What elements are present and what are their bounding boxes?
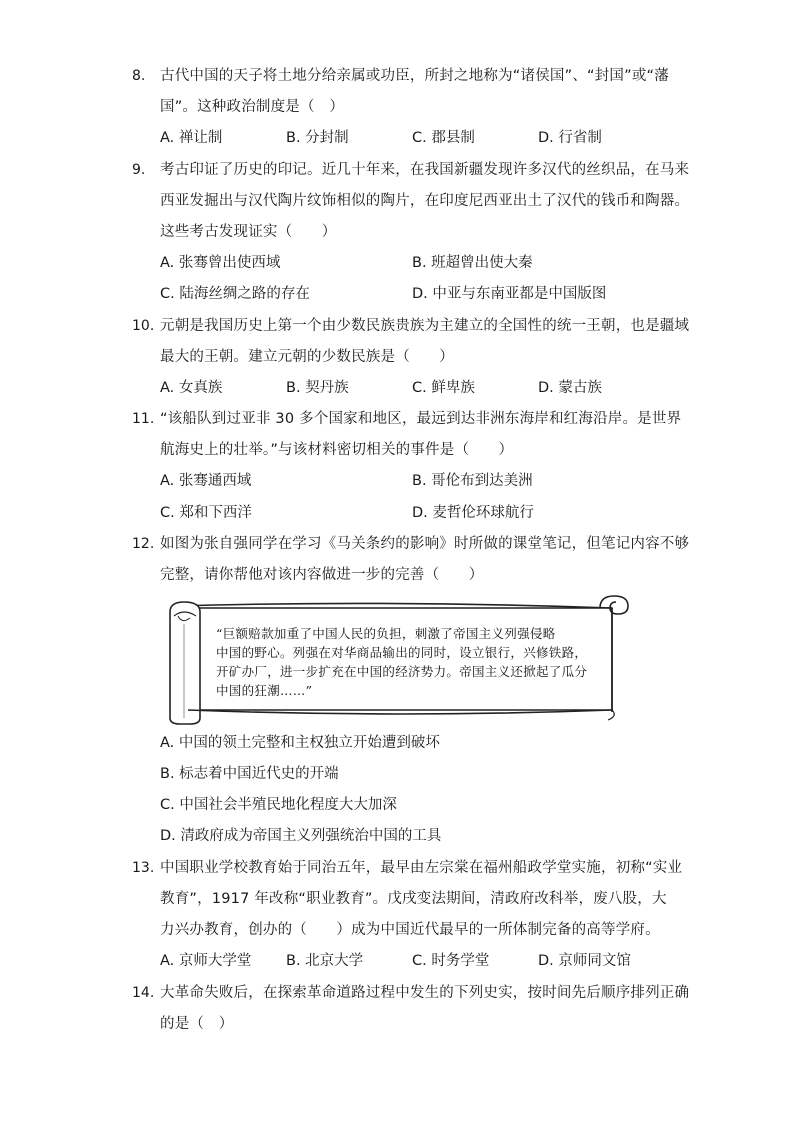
option-a[interactable]: A. 张骞曾出使西域 bbox=[160, 255, 281, 271]
option-a[interactable]: A. 张骞通西域 bbox=[160, 473, 252, 489]
question-number: 14. bbox=[132, 985, 155, 1001]
question-number: 12. bbox=[132, 536, 155, 552]
option-a[interactable]: A. 禅让制 bbox=[160, 130, 223, 146]
option-a[interactable]: A. 京师大学堂 bbox=[160, 953, 252, 969]
scroll-quote-line: 中国的狂潮……” bbox=[216, 683, 313, 698]
option-c[interactable]: C. 陆海丝绸之路的存在 bbox=[160, 286, 310, 302]
option-c[interactable]: C. 郑和下西洋 bbox=[160, 505, 252, 521]
option-c[interactable]: C. 鲜卑族 bbox=[412, 380, 475, 396]
question-text-line: 如图为张自强同学在学习《马关条约的影响》时所做的课堂笔记，但笔记内容不够 bbox=[160, 536, 690, 552]
question-text-line: “该船队到过亚非 30 多个国家和地区，最远到达非洲东海岸和红海沿岸。是世界 bbox=[160, 411, 682, 427]
option-b[interactable]: B. 契丹族 bbox=[286, 380, 349, 396]
question-number: 13. bbox=[132, 860, 155, 876]
question-text-line: 这些考古发现证实（ ） bbox=[160, 224, 337, 240]
option-b[interactable]: B. 分封制 bbox=[286, 130, 349, 146]
scroll-quote-line: “巨额赔款加重了中国人民的负担，刺激了帝国主义列强侵略 bbox=[216, 626, 556, 641]
question-text-line: 航海史上的壮举。”与该材料密切相关的事件是（ ） bbox=[160, 442, 514, 458]
option-d[interactable]: D. 蒙古族 bbox=[538, 380, 602, 396]
option-a[interactable]: A. 中国的领土完整和主权独立开始遭到破坏 bbox=[160, 735, 440, 751]
question-text-line: 古代中国的天子将土地分给亲属或功臣，所封之地称为“诸侯国”、“封国”或“藩 bbox=[160, 68, 669, 84]
option-b[interactable]: B. 北京大学 bbox=[286, 953, 364, 969]
question-text-line: 教育”，1917 年改称“职业教育”。戊戌变法期间，清政府改科举，废八股，大 bbox=[160, 891, 667, 907]
option-d[interactable]: D. 京师同文馆 bbox=[538, 953, 631, 969]
option-d[interactable]: D. 行省制 bbox=[538, 130, 602, 146]
option-a[interactable]: A. 女真族 bbox=[160, 380, 223, 396]
question-text-line: 中国职业学校教育始于同治五年，最早由左宗棠在福州船政学堂实施，初称“实业 bbox=[160, 860, 683, 876]
question-number: 10. bbox=[132, 318, 155, 334]
question-number: 9. bbox=[132, 162, 146, 178]
question-number: 11. bbox=[132, 411, 155, 427]
option-c[interactable]: C. 时务学堂 bbox=[412, 953, 490, 969]
option-d[interactable]: D. 中亚与东南亚都是中国版图 bbox=[412, 286, 607, 302]
question-text-line: 考古印证了历史的印记。近几十年来，在我国新疆发现许多汉代的丝织品，在马来 bbox=[160, 162, 690, 178]
option-b[interactable]: B. 班超曾出使大秦 bbox=[412, 255, 533, 271]
scroll-quote bbox=[216, 624, 626, 700]
scroll-quote-line: 中国的野心。列强在对华商品输出的同时，设立银行，兴修铁路， bbox=[216, 645, 588, 660]
question-number: 8. bbox=[132, 68, 146, 84]
option-b[interactable]: B. 标志着中国近代史的开端 bbox=[160, 766, 339, 782]
question-text-line: 大革命失败后，在探索革命道路过程中发生的下列史实，按时间先后顺序排列正确 bbox=[160, 985, 690, 1001]
scroll-quote-line: 开矿办厂，进一步扩充在中国的经济势力。帝国主义还掀起了瓜分 bbox=[216, 664, 588, 679]
question-text-line: 完整，请你帮他对该内容做进一步的完善（ ） bbox=[160, 567, 484, 583]
question-text-line: 的是（ ） bbox=[160, 1016, 234, 1032]
question-text-line: 最大的王朝。建立元朝的少数民族是（ ） bbox=[160, 349, 454, 365]
option-b[interactable]: B. 哥伦布到达美洲 bbox=[412, 473, 533, 489]
option-d[interactable]: D. 清政府成为帝国主义列强统治中国的工具 bbox=[160, 828, 442, 844]
option-c[interactable]: C. 中国社会半殖民地化程度大大加深 bbox=[160, 797, 397, 813]
question-text-line: 力兴办教育，创办的（ ）成为中国近代最早的一所体制完备的高等学府。 bbox=[160, 922, 660, 938]
question-text-line: 国”。这种政治制度是（ ） bbox=[160, 99, 345, 115]
question-text-line: 元朝是我国历史上第一个由少数民族贵族为主建立的全国性的统一王朝，也是疆域 bbox=[160, 318, 690, 334]
scroll-notes-image bbox=[160, 594, 635, 726]
question-text-line: 西亚发掘出与汉代陶片纹饰相似的陶片，在印度尼西亚出土了汉代的钱币和陶器。 bbox=[160, 193, 690, 209]
option-d[interactable]: D. 麦哲伦环球航行 bbox=[412, 505, 534, 521]
option-c[interactable]: C. 郡县制 bbox=[412, 130, 475, 146]
